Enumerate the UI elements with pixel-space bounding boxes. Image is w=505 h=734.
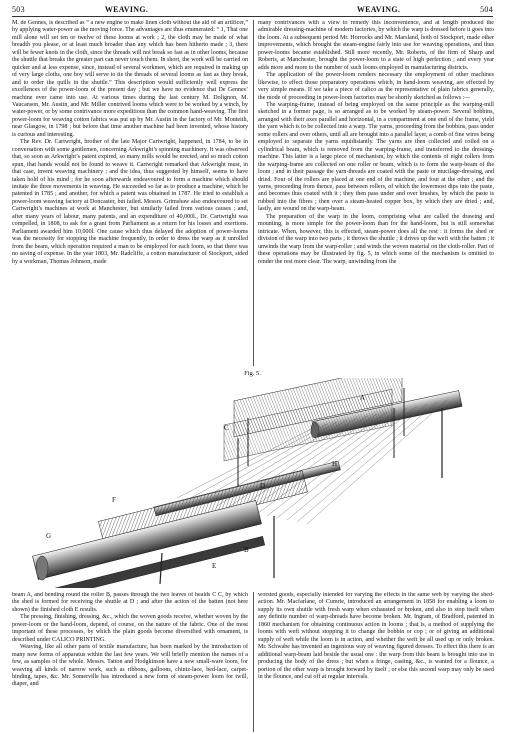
right-column-bottom: [258, 592, 494, 732]
figure-label: E: [212, 562, 217, 570]
column-divider: [253, 20, 254, 366]
header-rule: [12, 16, 493, 17]
left-running-title: WEAVING.: [104, 5, 149, 14]
figure-label: H: [332, 460, 338, 468]
column-divider: [253, 592, 254, 732]
paragraph: The pressing, finishing, dressing, &c., which the woven goods receive, whether woven by the power-loom or the hand-loom, depend, of course, on the nature of the fabric. One of the most important of these processes, by which the plain goods become diversified with ornament, is described under CALICO PRINTING.: [12, 614, 248, 643]
right-running-title: WEAVING.: [356, 5, 401, 14]
figure-label: G: [46, 532, 52, 540]
figure-label: D: [260, 482, 266, 490]
figure-caption: Fig. 5.: [244, 370, 261, 377]
paragraph: many contrivances with a view to remedy this inconvenience, and at length produced the admirable dressing-machine of modern factories, by which the warp is dressed before it goes into the loom. At a subsequent period Mr. Horrocks and Mr. Marsland, both of Stockport, made other improvements, which brought the steam-engine fairly into use for weaving operations, and thus power-looms became established. Still more recently, Mr. Roberts, of the firm of Sharp and Roberts, at Manchester, brought the power-loom to a state of high perfection ; and every year adds more and more to the number of such looms employed in manufacturing districts.: [258, 20, 494, 71]
right-column-top: [258, 20, 494, 366]
paragraph: worsted goods, especially intended for varying the effects in the same web by varying the shed-action. Mr. Macfarlane, of Cumrie, introduced an arrangement in 1858 for enabling a loom to supply its own shuttle with fresh warp when exhausted or broken, and also to stop itself when any definite number of warp-threads have become broken. Mr. Ingram, of Bradford, patented in 1860 mechanism for obtaining continuous action in looms ; that is, a method of supplying the looms with weft without stopping it to change the bobbin or cop ; or of giving an additional supply of weft while the loom is in action, and whether the weft be all used up or only broken. Mr. Schwabe has invented an ingenious way of weaving figured dresses. To effect this there is an additional warp-beam laid beside the usual one : the warp from this beam is brought into use in producing the body of the dress ; but when a fringe, casting, &c., is wanted for a flounce, a portion of the other warp is brought forward by itself ; or else this second warp may only be used in the flounce, and cut off at regular intervals.: [258, 592, 494, 680]
paragraph: The preparation of the warp in the loom, comprising what are called the drawing and mounting, is more simple for the power-loom than for the hand-loom, but is still somewhat intricate. When, however, this is effected, steam-power does all the rest : it forms the shed or division of the warp into two parts ; it throws the shuttle ; it drives up the weft with the batten ; it unwinds the warp from the warp-roller ; and winds the woven material on the cloth-roller. Part of these operations may be illustrated by fig. 5, in which some of the mechanism is omitted to render the rest more clear. The warp, unwinding from the: [258, 213, 494, 265]
figure-label: B: [244, 546, 249, 554]
paragraph: The Rev. Dr. Cartwright, brother of the late Major Cartwright, happened, in 1784, to be in conversation with some gentlemen, concerning Arkwright’s spinning machinery. It was observed that, so soon as Arkwright’s patent expired, so many mills would be erected, and so much cotton spun, that hands would not be found to weave it. Cartwright remarked that Arkwright must, in that case, invent weaving machinery ; and the idea, thus suggested by himself, seems to have taken hold of his mind ; for he soon afterwards endeavoured to form a machine which should imitate the three movements in weaving. He succeeded so far as to produce a machine, which he patented in 1785 ; and another, for which a patent was obtained in 1787. He tried to establish a power-loom weaving factory at Doncaster, but failed. Messrs. Grimshaw also endeavoured to set Cartwright’s machines at work at Manchester, but similarly failed from various causes ; and, after many years of labour, many patents, and an expenditure of 40,000l., Dr. Cartwright was compelled, in 1808, to ask for a grant from Parliament as a return for his losses and exertions. Parliament awarded him 10,000l. One cause which thus delayed the adoption of power-looms was the necessity for stopping the machine frequently, in order to dress the warp as it unrolled from the beam, which operation required a man to be employed for each loom, so that there was no saving of expense. In the year 1803, Mr. Radcliffe, a cotton manufacturer of Stockport, sided by a workman, Thomas Johnson, made: [12, 139, 248, 265]
figure-label: F: [112, 496, 116, 504]
paragraph: The application of the power-loom renders necessary the employment of other machines likewise, to effect those preparatory operations which, in hand-loom weaving, are effected by very simple means. If we take a piece of calico as the representative of plain fabrics generally, the mode of proceeding in power-loom factories may be shortly sketched as follows :—: [258, 72, 494, 101]
right-page-number: 504: [480, 5, 493, 14]
paragraph: Weaving, like all other parts of textile manufacture, has been marked by the introduction of many new forms of apparatus within the last few years. We will briefly mention the names of a few, as samples of the whole. Messrs. Tatton and Hodgkinson have a new small-ware loom, for weaving all kinds of narrow work, such as ribbons, galloons, chintz-lace, bed-lace, carpet-binding, tapes, &c. Mr. Somerville has introduced a new form of steam-power loom for twill, diaper, and: [12, 644, 248, 688]
figure-label: A: [360, 394, 366, 402]
paragraph: The warping-frame, instead of being employed on the same principle as the warping-mill sketched in a former page, is so arranged as to be worked by steam-power. Several bobbins, arranged with their axes parallel and horizontal, in a compartment at one end of the frame, yield the yarn which is to be collected into a warp. The yarns, proceeding from the bobbins, pass under some rollers and over others, until all are brought into a parallel layer, a comb of fine wires being employed to separate the yarns equidistantly. The yarns are then collected and coiled on a cylindrical beam, which is removed from the warping-frame, and transferred to the dressing-machine. This latter is a large piece of mechanism, by which the contents of eight rollers from the warping-frame are collected on one roller or beam, which is to form the warp-beam of the loom ; and in their passage the yarn-threads are coated with the paste or mucilage-dressing, and dried. Four of the rollers are placed at one end of the machine, and four at the other ; and the yarns, proceeding from thence, pass between rollers, of which the lowermost dips into the paste, and becomes thus coated with it ; they then pass under and over brushes, by which the paste is rubbed into the fibres ; then over a steam-heated copper box, by which they are dried ; and, lastly, are wound on the warp-beam.: [258, 101, 494, 213]
figure-label: C: [224, 424, 229, 432]
left-column-bottom: [12, 592, 248, 732]
left-page-number: 503: [12, 5, 25, 14]
left-column-top: [12, 20, 248, 366]
loom-figure-illustration: [12, 378, 494, 588]
paragraph: beam A, and bending round the roller B, passes through the two leaves of healds C C, by which the shed is formed for receiving the shuttle at D ; and after the action of the batten (not here shown) the finished cloth E results.: [12, 592, 248, 613]
paragraph: M. de Gennes, is described as “ a new engine to make linen cloth without the aid of an artificer,” by applying water-power as the moving force. The advantages are thus enumerated: “ 1, That one mill alone will set ten or twelve of these looms at work ; 2, the cloth may be made of what breadth you please, or at least much broader than any which has been hitherto made ; 3, there will be fewer knots in the cloth, since the threads will not break so fast as in other looms, because the shuttle that breaks the greater part can never touch them. In short, the work will be carried on quicker and at less expense, since, instead of several workmen, which are required in making up of very large cloths, one boy will serve to tie the threads of several looms as fast as they break, and to order the quills in the shuttle.” This description would sufficiently well express the excellences of the power-loom of the present day ; but we have no evidence that De Gennes’ machine ever came into use. At various times during the last century M. Dolignon, M. Vaucanson, Mr. Austin, and Mr. Miller contrived looms which were to be worked by a winch, by water-power, or by some contrivance more expeditious than the common hand-weaving. The first power-loom for weaving cotton fabrics was put up by Mr. Austin in the factory of Mr. Monteith, near Glasgow, in 1798 ; but before that time another machine had been invented, whose history is curious and interesting.: [12, 20, 248, 138]
